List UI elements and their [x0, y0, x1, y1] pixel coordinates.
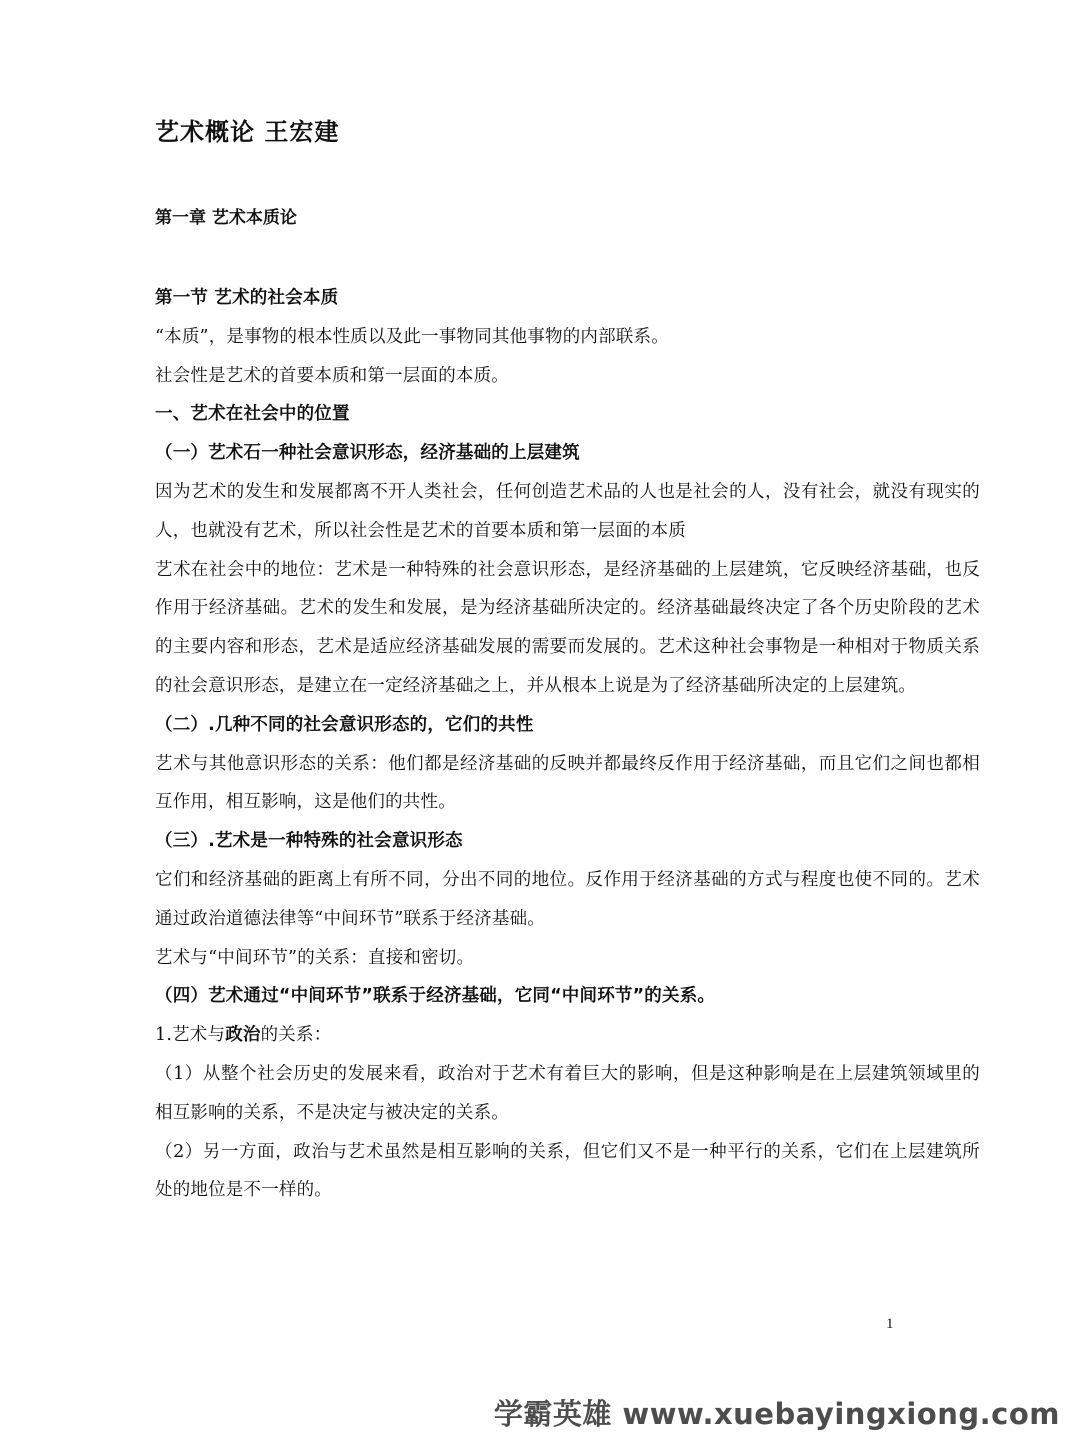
subsection-heading: （二）.几种不同的社会意识形态的，它们的共性	[155, 714, 534, 735]
paragraph: 它们和经济基础的距离上有所不同，分出不同的地位。反作用于经济基础的方式与程度也使不同的。艺术通过政治道德法律等“中间环节”联系于经济基础。	[155, 869, 980, 929]
paragraph: 艺术与“中间环节”的关系：直接和密切。	[155, 947, 475, 968]
chapter-heading: 第一章 艺术本质论	[155, 208, 297, 228]
document-title: 艺术概论 王宏建	[155, 118, 340, 146]
paragraph: 艺术在社会中的地位：艺术是一种特殊的社会意识形态，是经济基础的上层建筑，它反映经济基础，也反作用于经济基础。艺术的发生和发展，是为经济基础所决定的。经济基础最终决定了各个历史阶段的艺术的主要内容和形态，艺术是适应经济基础发展的需要而发展的。艺术这种社会事物是一种相对于物质关系的社会意识形态，是建立在一定经济基础之上，并从根本上说是为了经济基础所决定的上层建筑。	[155, 559, 980, 696]
paragraph: （2）另一方面，政治与艺术虽然是相互影响的关系，但它们又不是一种平行的关系，它们在上层建筑所处的地位是不一样的。	[155, 1141, 980, 1201]
subsection-heading: 一、艺术在社会中的位置	[155, 404, 350, 425]
subsection-heading: （三）.艺术是一种特殊的社会意识形态	[155, 831, 463, 852]
watermark: 学霸英雄 www.xuebayingxiong.com	[493, 1397, 1060, 1431]
page-number: 1	[886, 1316, 894, 1332]
subsection-heading: （一）艺术石一种社会意识形态，经济基础的上层建筑	[155, 443, 580, 464]
document-body	[155, 279, 980, 1210]
paragraph: “本质”，是事物的根本性质以及此一事物同其他事物的内部联系。	[155, 326, 669, 347]
paragraph: （1）从整个社会历史的发展来看，政治对于艺术有着巨大的影响，但是这种影响是在上层建筑领域里的相互影响的关系，不是决定与被决定的关系。	[155, 1063, 980, 1123]
list-item-prefix: 1.艺术与	[155, 1025, 226, 1046]
paragraph: 艺术与其他意识形态的关系：他们都是经济基础的反映并都最终反作用于经济基础，而且它们之间也都相互作用，相互影响，这是他们的共性。	[155, 753, 980, 813]
emphasis-text: 政治	[225, 1025, 261, 1046]
section-heading: 第一节 艺术的社会本质	[155, 288, 339, 308]
list-item-suffix: 的关系：	[260, 1025, 332, 1046]
subsection-heading: （四）艺术通过“中间环节”联系于经济基础，它同“中间环节”的关系。	[155, 986, 716, 1007]
paragraph: 社会性是艺术的首要本质和第一层面的本质。	[155, 365, 509, 386]
paragraph: 因为艺术的发生和发展都离不开人类社会，任何创造艺术品的人也是社会的人，没有社会，就没有现实的人，也就没有艺术，所以社会性是艺术的首要本质和第一层面的本质	[155, 481, 980, 541]
list-item	[155, 1016, 980, 1055]
